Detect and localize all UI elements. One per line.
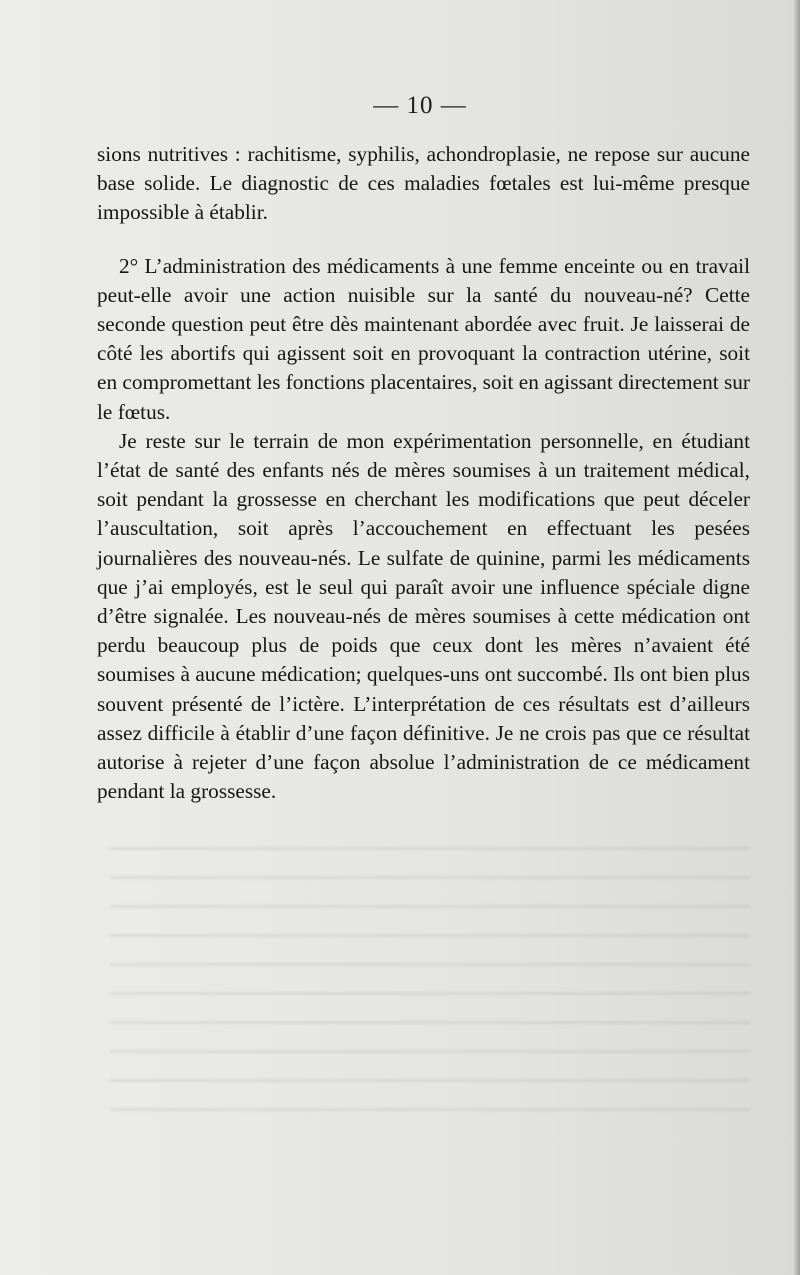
page-edge-shadow: [794, 0, 800, 1275]
paragraph-continuation: sions nutritives : rachitisme, syphilis, achondroplasie, ne repose sur aucune base solide. Le diagnostic de ces maladies fœtales est lui-même presque impossible à établir.: [97, 142, 750, 225]
body-text: [97, 140, 750, 806]
paragraph-gap: [97, 228, 750, 252]
page-number: — 10 —: [373, 92, 467, 119]
paragraph-question-2: 2° L’administration des médicaments à une femme enceinte ou en travail peut-elle avoir une action nuisible sur la santé du nouveau-né? Cette seconde question peut être dès maintenant abordée avec fruit. Je laisserai de côté les abortifs qui agissent soit en provoquant la contraction utérine, soit en compromettant les fonctions placentaires, soit en agissant directement sur le fœtus.: [97, 253, 750, 424]
reverse-side-bleed-through: [110, 835, 750, 1135]
paragraph-experimentation: Je reste sur le terrain de mon expérimentation personnelle, en étudiant l’état de santé des enfants nés de mères soumises à un traitement médical, soit pendant la grossesse en cherchant les modifications que peut déceler l’auscultation, soit après l’accouchement en effectuant les pesées journalières des nouveau-nés. Le sulfate de quinine, parmi les médicaments que j’ai employés, est le seul qui paraît avoir une influence spéciale digne d’être signalée. Les nouveau-nés de mères soumises à cette médication ont perdu beaucoup plus de poids que ceux dont les mères n’avaient été soumises à aucune médication; quelques-uns ont succombé. Ils ont bien plus souvent présenté de l’ictère. L’interprétation de ces résultats est d’ailleurs assez difficile à établir d’une façon définitive. Je ne crois pas que ce résultat autorise à rejeter d’une façon absolue l’administration de ce médicament pendant la grossesse.: [97, 428, 750, 804]
